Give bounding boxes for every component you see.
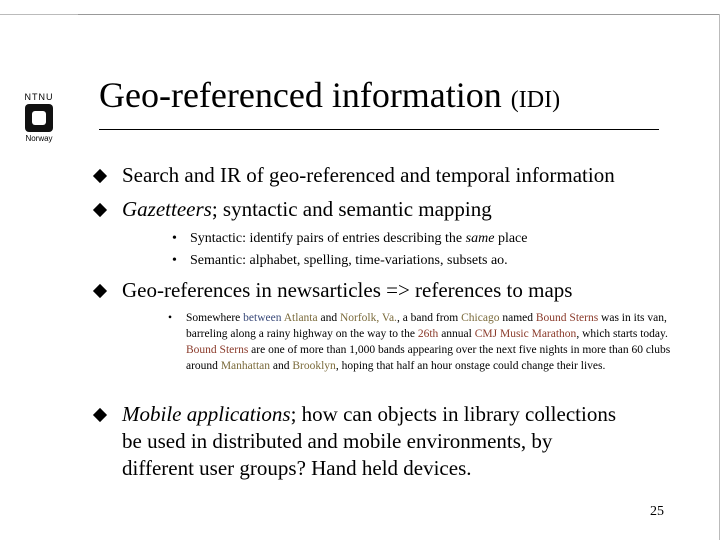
title-main: Geo-referenced information: [99, 75, 502, 115]
page-number: 25: [650, 504, 664, 519]
logo-rule: [0, 14, 78, 15]
sub-bullet-syntactic: • Syntactic: identify pairs of entries describing the same place: [172, 231, 528, 246]
bullet-mobile-line2: be used in distributed and mobile environments, by: [122, 429, 553, 453]
dot-icon: •: [172, 231, 177, 246]
bullet-mobile-line1: Mobile applications; how can objects in library collections: [122, 402, 616, 426]
bullet-diamond-icon: [93, 408, 107, 422]
bullet-mobile-line3: different user groups? Hand held devices.: [122, 456, 472, 480]
news-example: • Somewhere between Atlanta and Norfolk, Va., a band from Chicago named Bound Sterns was in its van, barreling along a rainy highway on the way to the 26th annual CMJ Music Marathon, which starts today. Bound Sterns are one of more than 1,000 bands appearing over the next five nights in more than 60 clubs around Manhattan and Brooklyn, hoping that half an hour onstage could change their lives.: [168, 312, 671, 372]
title-abbr: (IDI): [510, 87, 561, 113]
bullet-gazetteers: Gazetteers; syntactic and semantic mapping: [122, 197, 492, 221]
top-border: [78, 14, 720, 15]
bullet-diamond-icon: [93, 203, 107, 217]
bullet-diamond-icon: [93, 169, 107, 183]
ntnu-logo: [16, 92, 62, 143]
bullet-geo-references: Geo-references in newsarticles => references to maps: [122, 278, 573, 302]
logo-bottom-text: Norway: [25, 134, 53, 143]
logo-mark-icon: [25, 104, 53, 132]
mobile-applications-term: Mobile applications: [122, 402, 291, 426]
dot-icon: •: [168, 312, 173, 324]
gazetteers-term: Gazetteers: [122, 197, 212, 221]
bullet-diamond-icon: [93, 284, 107, 298]
dot-icon: •: [172, 253, 177, 268]
bullet-search-ir: Search and IR of geo-referenced and temporal information: [122, 163, 615, 187]
title-rule: [99, 129, 659, 130]
logo-top-text: NTNU: [24, 92, 54, 102]
sub-bullet-semantic: • Semantic: alphabet, spelling, time-variations, subsets ao.: [172, 253, 508, 268]
slide-title: [99, 74, 560, 116]
